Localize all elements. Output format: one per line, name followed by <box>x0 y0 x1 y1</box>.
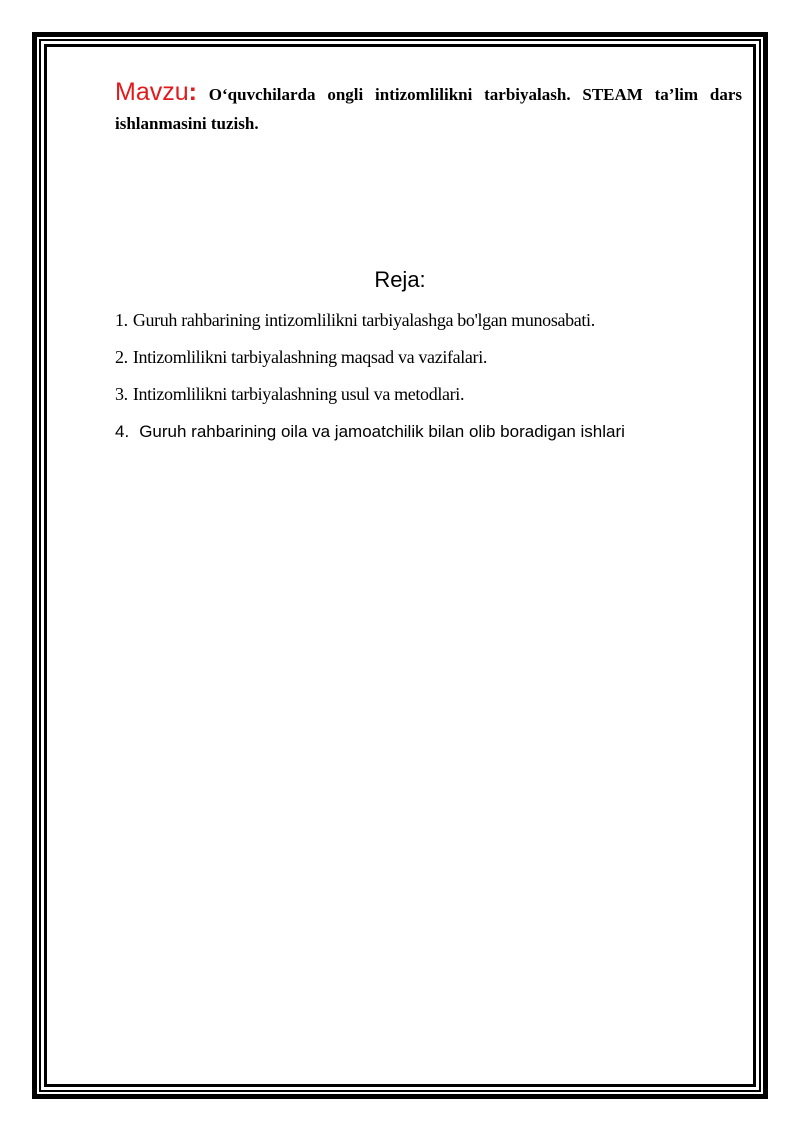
topic-paragraph <box>115 78 742 138</box>
plan-item <box>115 345 755 382</box>
plan-item-text: Guruh rahbarining intizomlilikni tarbiyalashga bo'lgan munosabati. <box>132 310 595 330</box>
plan-item-number: 1. <box>115 310 128 330</box>
topic-label: Mavzu <box>115 78 189 106</box>
topic-colon: : <box>188 78 197 106</box>
plan-item-text: Intizomlilikni tarbiyalashning maqsad va vazifalari. <box>132 347 487 367</box>
plan-item-text: Guruh rahbarining oila va jamoatchilik bilan olib boradigan ishlari <box>139 422 625 441</box>
plan-list <box>115 308 755 456</box>
topic-text: O‘quvchilarda ongli intizomlilikni tarbiyalash. STEAM ta’lim dars ishlanmasini tuzish. <box>115 85 742 133</box>
plan-heading: Reja: <box>374 267 426 292</box>
plan-item-number: 3. <box>115 384 128 404</box>
plan-item <box>115 308 755 345</box>
plan-item <box>115 419 755 456</box>
page-border-inner <box>44 44 756 1087</box>
plan-item-number: 4. <box>115 422 130 441</box>
plan-item-text: Intizomlilikni tarbiyalashning usul va metodlari. <box>132 384 465 404</box>
plan-item <box>115 382 755 419</box>
plan-item-number: 2. <box>115 347 128 367</box>
